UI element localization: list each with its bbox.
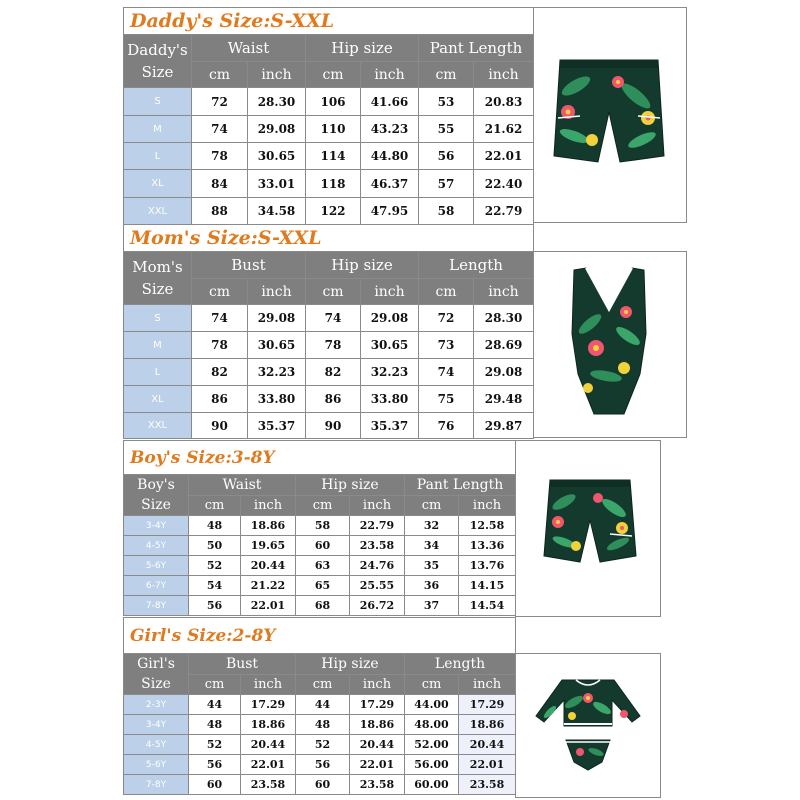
size-label: S: [124, 88, 192, 116]
unit-header: cm: [306, 279, 361, 305]
size-label: XXL: [124, 413, 192, 439]
section-title: Mom's Size:S-XXL: [124, 225, 534, 252]
value-cell: 30.65: [248, 332, 306, 359]
boy-size-table: [123, 440, 516, 616]
value-cell: 19.65: [241, 536, 296, 556]
value-cell: 29.08: [248, 116, 306, 143]
value-cell: 22.01: [241, 755, 296, 775]
section-title: Daddy's Size:S-XXL: [124, 8, 534, 35]
group-header: Length: [405, 654, 516, 675]
value-cell: 28.30: [248, 88, 306, 116]
size-column-header: Girl's Size: [124, 654, 189, 695]
value-cell: 24.76: [350, 556, 405, 576]
unit-header: inch: [248, 62, 306, 88]
value-cell: 23.58: [350, 536, 405, 556]
value-cell: 86: [192, 386, 248, 413]
value-cell: 82: [306, 359, 361, 386]
size-label: 3-4Y: [124, 715, 189, 735]
table-row: [124, 596, 516, 616]
value-cell: 106: [306, 88, 361, 116]
value-cell: 17.29: [459, 695, 516, 715]
unit-header: cm: [192, 279, 248, 305]
value-cell: 48.00: [405, 715, 459, 735]
section-title: Girl's Size:2-8Y: [124, 618, 516, 654]
size-label: 7-8Y: [124, 596, 189, 616]
value-cell: 50: [189, 536, 241, 556]
unit-header: inch: [459, 495, 516, 516]
value-cell: 57: [419, 170, 474, 198]
unit-header: cm: [296, 495, 350, 516]
group-header: Hip size: [296, 475, 405, 496]
value-cell: 56: [419, 143, 474, 170]
value-cell: 52: [189, 735, 241, 755]
table-row: [124, 88, 534, 116]
value-cell: 22.01: [474, 143, 534, 170]
group-header: Bust: [189, 654, 296, 675]
value-cell: 12.58: [459, 516, 516, 536]
value-cell: 72: [419, 305, 474, 332]
value-cell: 32.23: [361, 359, 419, 386]
value-cell: 23.58: [350, 775, 405, 795]
value-cell: 110: [306, 116, 361, 143]
value-cell: 30.65: [248, 143, 306, 170]
value-cell: 13.76: [459, 556, 516, 576]
unit-header: inch: [361, 62, 419, 88]
unit-header: inch: [241, 495, 296, 516]
value-cell: 22.79: [474, 198, 534, 225]
unit-header: cm: [405, 674, 459, 695]
value-cell: 21.62: [474, 116, 534, 143]
value-cell: 43.23: [361, 116, 419, 143]
value-cell: 34: [405, 536, 459, 556]
size-column-header: Mom's Size: [124, 252, 192, 305]
table-row: [124, 775, 516, 795]
value-cell: 35: [405, 556, 459, 576]
value-cell: 37: [405, 596, 459, 616]
value-cell: 20.44: [241, 556, 296, 576]
value-cell: 33.80: [361, 386, 419, 413]
size-label: L: [124, 359, 192, 386]
table-row: [124, 755, 516, 775]
unit-header: inch: [248, 279, 306, 305]
floral-long-sleeve-two-piece-icon: [532, 676, 644, 780]
table-row: [124, 386, 534, 413]
group-header: Hip size: [306, 35, 419, 62]
value-cell: 74: [306, 305, 361, 332]
value-cell: 29.08: [474, 359, 534, 386]
value-cell: 78: [192, 332, 248, 359]
value-cell: 74: [419, 359, 474, 386]
unit-header: cm: [192, 62, 248, 88]
value-cell: 13.36: [459, 536, 516, 556]
value-cell: 32: [405, 516, 459, 536]
value-cell: 44.80: [361, 143, 419, 170]
unit-header: inch: [474, 279, 534, 305]
size-label: 7-8Y: [124, 775, 189, 795]
unit-header: cm: [296, 674, 350, 695]
value-cell: 78: [192, 143, 248, 170]
table-row: [124, 536, 516, 556]
value-cell: 48: [296, 715, 350, 735]
group-header: Waist: [192, 35, 306, 62]
value-cell: 48: [189, 715, 241, 735]
girl-size-table: [123, 617, 516, 795]
value-cell: 114: [306, 143, 361, 170]
value-cell: 14.15: [459, 576, 516, 596]
value-cell: 52: [296, 735, 350, 755]
value-cell: 60: [296, 536, 350, 556]
value-cell: 32.23: [248, 359, 306, 386]
value-cell: 56.00: [405, 755, 459, 775]
table-row: [124, 332, 534, 359]
size-label: L: [124, 143, 192, 170]
unit-header: cm: [419, 279, 474, 305]
value-cell: 44: [296, 695, 350, 715]
value-cell: 18.86: [241, 715, 296, 735]
size-label: XL: [124, 386, 192, 413]
value-cell: 29.48: [474, 386, 534, 413]
value-cell: 84: [192, 170, 248, 198]
mom-size-table: [123, 224, 534, 439]
value-cell: 17.29: [350, 695, 405, 715]
value-cell: 33.01: [248, 170, 306, 198]
value-cell: 29.08: [361, 305, 419, 332]
unit-header: inch: [350, 674, 405, 695]
value-cell: 22.01: [241, 596, 296, 616]
unit-header: cm: [189, 674, 241, 695]
value-cell: 23.58: [241, 775, 296, 795]
unit-header: inch: [350, 495, 405, 516]
value-cell: 22.01: [350, 755, 405, 775]
value-cell: 54: [189, 576, 241, 596]
value-cell: 55: [419, 116, 474, 143]
value-cell: 90: [306, 413, 361, 439]
unit-header: inch: [459, 674, 516, 695]
size-label: 6-7Y: [124, 576, 189, 596]
unit-header: inch: [241, 674, 296, 695]
unit-header: cm: [306, 62, 361, 88]
group-header: Pant Length: [419, 35, 534, 62]
table-row: [124, 413, 534, 439]
group-header: Length: [419, 252, 534, 279]
value-cell: 21.22: [241, 576, 296, 596]
value-cell: 23.58: [459, 775, 516, 795]
value-cell: 75: [419, 386, 474, 413]
unit-header: cm: [419, 62, 474, 88]
value-cell: 56: [296, 755, 350, 775]
value-cell: 88: [192, 198, 248, 225]
value-cell: 72: [192, 88, 248, 116]
table-row: [124, 359, 534, 386]
table-row: [124, 715, 516, 735]
group-header: Hip size: [296, 654, 405, 675]
value-cell: 76: [419, 413, 474, 439]
floral-board-shorts-icon: [546, 56, 672, 168]
value-cell: 44.00: [405, 695, 459, 715]
group-header: Pant Length: [405, 475, 516, 496]
value-cell: 82: [192, 359, 248, 386]
value-cell: 122: [306, 198, 361, 225]
value-cell: 56: [189, 755, 241, 775]
value-cell: 26.72: [350, 596, 405, 616]
size-label: S: [124, 305, 192, 332]
value-cell: 56: [189, 596, 241, 616]
unit-header: cm: [189, 495, 241, 516]
table-row: [124, 695, 516, 715]
value-cell: 44: [189, 695, 241, 715]
size-label: 4-5Y: [124, 536, 189, 556]
value-cell: 18.86: [350, 715, 405, 735]
value-cell: 25.55: [350, 576, 405, 596]
value-cell: 58: [296, 516, 350, 536]
value-cell: 20.44: [241, 735, 296, 755]
value-cell: 29.87: [474, 413, 534, 439]
table-row: [124, 170, 534, 198]
value-cell: 22.79: [350, 516, 405, 536]
floral-one-piece-swimsuit-icon: [566, 264, 652, 424]
size-label: M: [124, 332, 192, 359]
value-cell: 73: [419, 332, 474, 359]
unit-header: cm: [405, 495, 459, 516]
table-row: [124, 516, 516, 536]
value-cell: 74: [192, 305, 248, 332]
daddy-size-table: [123, 7, 534, 225]
value-cell: 20.44: [350, 735, 405, 755]
value-cell: 52.00: [405, 735, 459, 755]
size-column-header: Daddy's Size: [124, 35, 192, 88]
unit-header: inch: [361, 279, 419, 305]
value-cell: 78: [306, 332, 361, 359]
value-cell: 60: [189, 775, 241, 795]
value-cell: 14.54: [459, 596, 516, 616]
value-cell: 118: [306, 170, 361, 198]
size-label: XL: [124, 170, 192, 198]
value-cell: 20.44: [459, 735, 516, 755]
table-row: [124, 556, 516, 576]
unit-header: inch: [474, 62, 534, 88]
table-row: [124, 198, 534, 225]
group-header: Hip size: [306, 252, 419, 279]
size-label: 5-6Y: [124, 556, 189, 576]
table-row: [124, 576, 516, 596]
value-cell: 22.01: [459, 755, 516, 775]
table-row: [124, 305, 534, 332]
section-title: Boy's Size:3-8Y: [124, 441, 516, 475]
value-cell: 20.83: [474, 88, 534, 116]
size-label: XXL: [124, 198, 192, 225]
group-header: Waist: [189, 475, 296, 496]
size-label: 3-4Y: [124, 516, 189, 536]
value-cell: 48: [189, 516, 241, 536]
table-row: [124, 735, 516, 755]
value-cell: 18.86: [459, 715, 516, 735]
value-cell: 68: [296, 596, 350, 616]
size-label: 5-6Y: [124, 755, 189, 775]
value-cell: 33.80: [248, 386, 306, 413]
value-cell: 58: [419, 198, 474, 225]
value-cell: 35.37: [361, 413, 419, 439]
table-row: [124, 116, 534, 143]
value-cell: 29.08: [248, 305, 306, 332]
value-cell: 36: [405, 576, 459, 596]
value-cell: 28.69: [474, 332, 534, 359]
value-cell: 52: [189, 556, 241, 576]
value-cell: 22.40: [474, 170, 534, 198]
floral-boy-shorts-icon: [540, 476, 640, 566]
size-label: 2-3Y: [124, 695, 189, 715]
group-header: Bust: [192, 252, 306, 279]
size-label: M: [124, 116, 192, 143]
size-label: 4-5Y: [124, 735, 189, 755]
value-cell: 41.66: [361, 88, 419, 116]
table-row: [124, 143, 534, 170]
value-cell: 17.29: [241, 695, 296, 715]
value-cell: 53: [419, 88, 474, 116]
value-cell: 30.65: [361, 332, 419, 359]
size-column-header: Boy's Size: [124, 475, 189, 516]
value-cell: 34.58: [248, 198, 306, 225]
value-cell: 46.37: [361, 170, 419, 198]
value-cell: 35.37: [248, 413, 306, 439]
value-cell: 74: [192, 116, 248, 143]
value-cell: 60.00: [405, 775, 459, 795]
value-cell: 60: [296, 775, 350, 795]
value-cell: 90: [192, 413, 248, 439]
value-cell: 47.95: [361, 198, 419, 225]
value-cell: 28.30: [474, 305, 534, 332]
value-cell: 86: [306, 386, 361, 413]
value-cell: 65: [296, 576, 350, 596]
value-cell: 18.86: [241, 516, 296, 536]
value-cell: 63: [296, 556, 350, 576]
